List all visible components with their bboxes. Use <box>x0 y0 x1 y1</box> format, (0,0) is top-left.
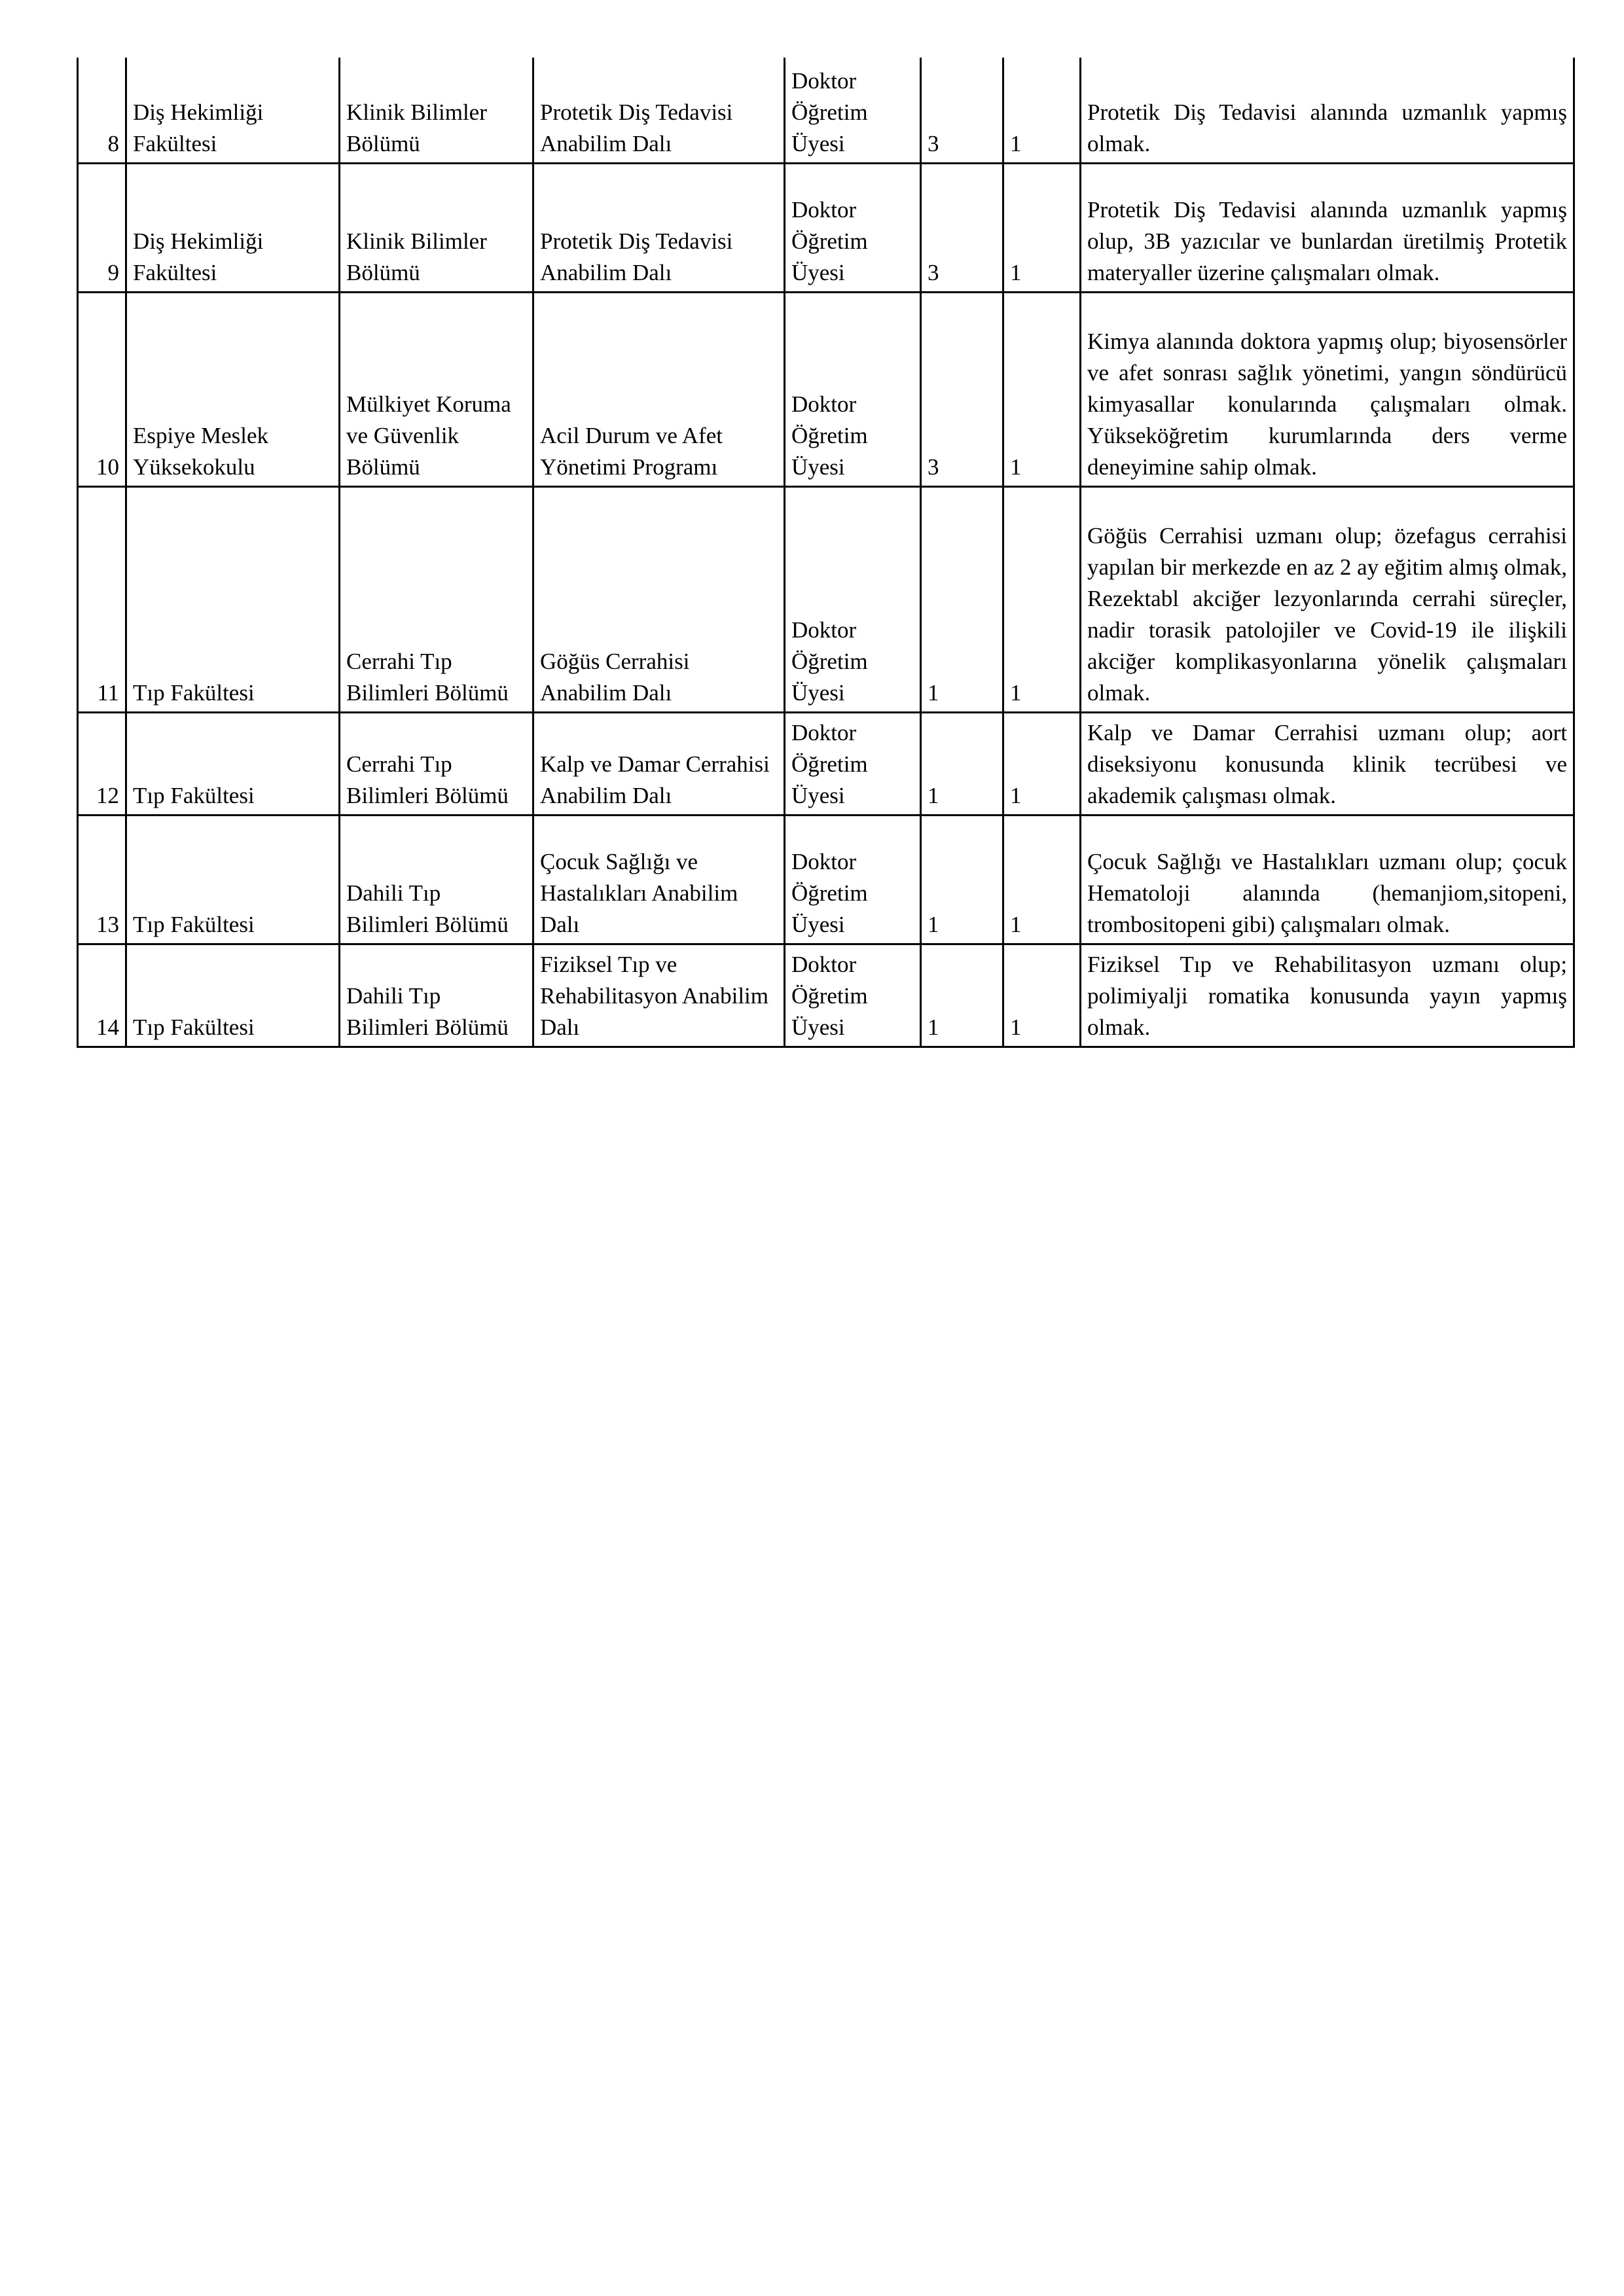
title-cell: Doktor Öğretim Üyesi <box>785 944 921 1047</box>
title-cell: Doktor Öğretim Üyesi <box>785 816 921 944</box>
table-row <box>78 816 1574 944</box>
unit-cell: Tıp Fakültesi <box>126 487 340 713</box>
table-row <box>78 58 1574 164</box>
department-cell: Klinik Bilimler Bölümü <box>340 58 533 164</box>
division-cell: Kalp ve Damar Cerrahisi Anabilim Dalı <box>533 713 785 816</box>
division-cell: Protetik Diş Tedavisi Anabilim Dalı <box>533 164 785 293</box>
table-row <box>78 487 1574 713</box>
degree-cell: 1 <box>921 487 1003 713</box>
conditions-cell: Protetik Diş Tedavisi alanında uzmanlık yapmış olup, 3B yazıcılar ve bunlardan üretilmiş Protetik materyaller üzerine çalışmaları olmak. <box>1081 164 1574 293</box>
degree-cell: 3 <box>921 58 1003 164</box>
row-number: 10 <box>78 293 126 487</box>
table-row <box>78 293 1574 487</box>
row-number: 13 <box>78 816 126 944</box>
unit-cell: Diş Hekimliği Fakültesi <box>126 164 340 293</box>
title-cell: Doktor Öğretim Üyesi <box>785 58 921 164</box>
table-row <box>78 944 1574 1047</box>
department-cell: Cerrahi Tıp Bilimleri Bölümü <box>340 713 533 816</box>
table-row <box>78 164 1574 293</box>
degree-cell: 3 <box>921 293 1003 487</box>
row-number: 9 <box>78 164 126 293</box>
unit-cell: Diş Hekimliği Fakültesi <box>126 58 340 164</box>
conditions-cell: Göğüs Cerrahisi uzmanı olup; özefagus cerrahisi yapılan bir merkezde en az 2 ay eğitim almış olmak, Rezektabl akciğer lezyonlarında cerrahi süreçler, nadir torasik patolojiler ve Covid-19 ile ilişkili akciğer komplikasyonlarına yönelik çalışmaları olmak. <box>1081 487 1574 713</box>
unit-cell: Tıp Fakültesi <box>126 713 340 816</box>
conditions-cell: Fiziksel Tıp ve Rehabilitasyon uzmanı olup; polimiyalji romatika konusunda yayın yapmış olmak. <box>1081 944 1574 1047</box>
conditions-cell: Kalp ve Damar Cerrahisi uzmanı olup; aort diseksiyonu konusunda klinik tecrübesi ve akademik çalışması olmak. <box>1081 713 1574 816</box>
division-cell: Göğüs Cerrahisi Anabilim Dalı <box>533 487 785 713</box>
department-cell: Dahili Tıp Bilimleri Bölümü <box>340 816 533 944</box>
row-number: 8 <box>78 58 126 164</box>
unit-cell: Tıp Fakültesi <box>126 944 340 1047</box>
degree-cell: 1 <box>921 944 1003 1047</box>
count-cell: 1 <box>1003 293 1081 487</box>
division-cell: Protetik Diş Tedavisi Anabilim Dalı <box>533 58 785 164</box>
count-cell: 1 <box>1003 816 1081 944</box>
count-cell: 1 <box>1003 58 1081 164</box>
department-cell: Mülkiyet Koruma ve Güvenlik Bölümü <box>340 293 533 487</box>
division-cell: Çocuk Sağlığı ve Hastalıkları Anabilim Dalı <box>533 816 785 944</box>
row-number: 14 <box>78 944 126 1047</box>
division-cell: Acil Durum ve Afet Yönetimi Programı <box>533 293 785 487</box>
count-cell: 1 <box>1003 713 1081 816</box>
division-cell: Fiziksel Tıp ve Rehabilitasyon Anabilim Dalı <box>533 944 785 1047</box>
title-cell: Doktor Öğretim Üyesi <box>785 487 921 713</box>
department-cell: Dahili Tıp Bilimleri Bölümü <box>340 944 533 1047</box>
row-number: 12 <box>78 713 126 816</box>
row-number: 11 <box>78 487 126 713</box>
unit-cell: Espiye Meslek Yüksekokulu <box>126 293 340 487</box>
unit-cell: Tıp Fakültesi <box>126 816 340 944</box>
count-cell: 1 <box>1003 487 1081 713</box>
title-cell: Doktor Öğretim Üyesi <box>785 713 921 816</box>
staff-positions-table <box>77 58 1575 1048</box>
table-row <box>78 713 1574 816</box>
degree-cell: 3 <box>921 164 1003 293</box>
count-cell: 1 <box>1003 944 1081 1047</box>
department-cell: Klinik Bilimler Bölümü <box>340 164 533 293</box>
degree-cell: 1 <box>921 713 1003 816</box>
title-cell: Doktor Öğretim Üyesi <box>785 164 921 293</box>
degree-cell: 1 <box>921 816 1003 944</box>
conditions-cell: Protetik Diş Tedavisi alanında uzmanlık yapmış olmak. <box>1081 58 1574 164</box>
title-cell: Doktor Öğretim Üyesi <box>785 293 921 487</box>
count-cell: 1 <box>1003 164 1081 293</box>
department-cell: Cerrahi Tıp Bilimleri Bölümü <box>340 487 533 713</box>
conditions-cell: Kimya alanında doktora yapmış olup; biyosensörler ve afet sonrası sağlık yönetimi, yangın söndürücü kimyasallar konularında çalışmaları olmak. Yükseköğretim kurumlarında ders verme deneyimine sahip olmak. <box>1081 293 1574 487</box>
conditions-cell: Çocuk Sağlığı ve Hastalıkları uzmanı olup; çocuk Hematoloji alanında (hemanjiom,sitopeni, trombositopeni gibi) çalışmaları olmak. <box>1081 816 1574 944</box>
